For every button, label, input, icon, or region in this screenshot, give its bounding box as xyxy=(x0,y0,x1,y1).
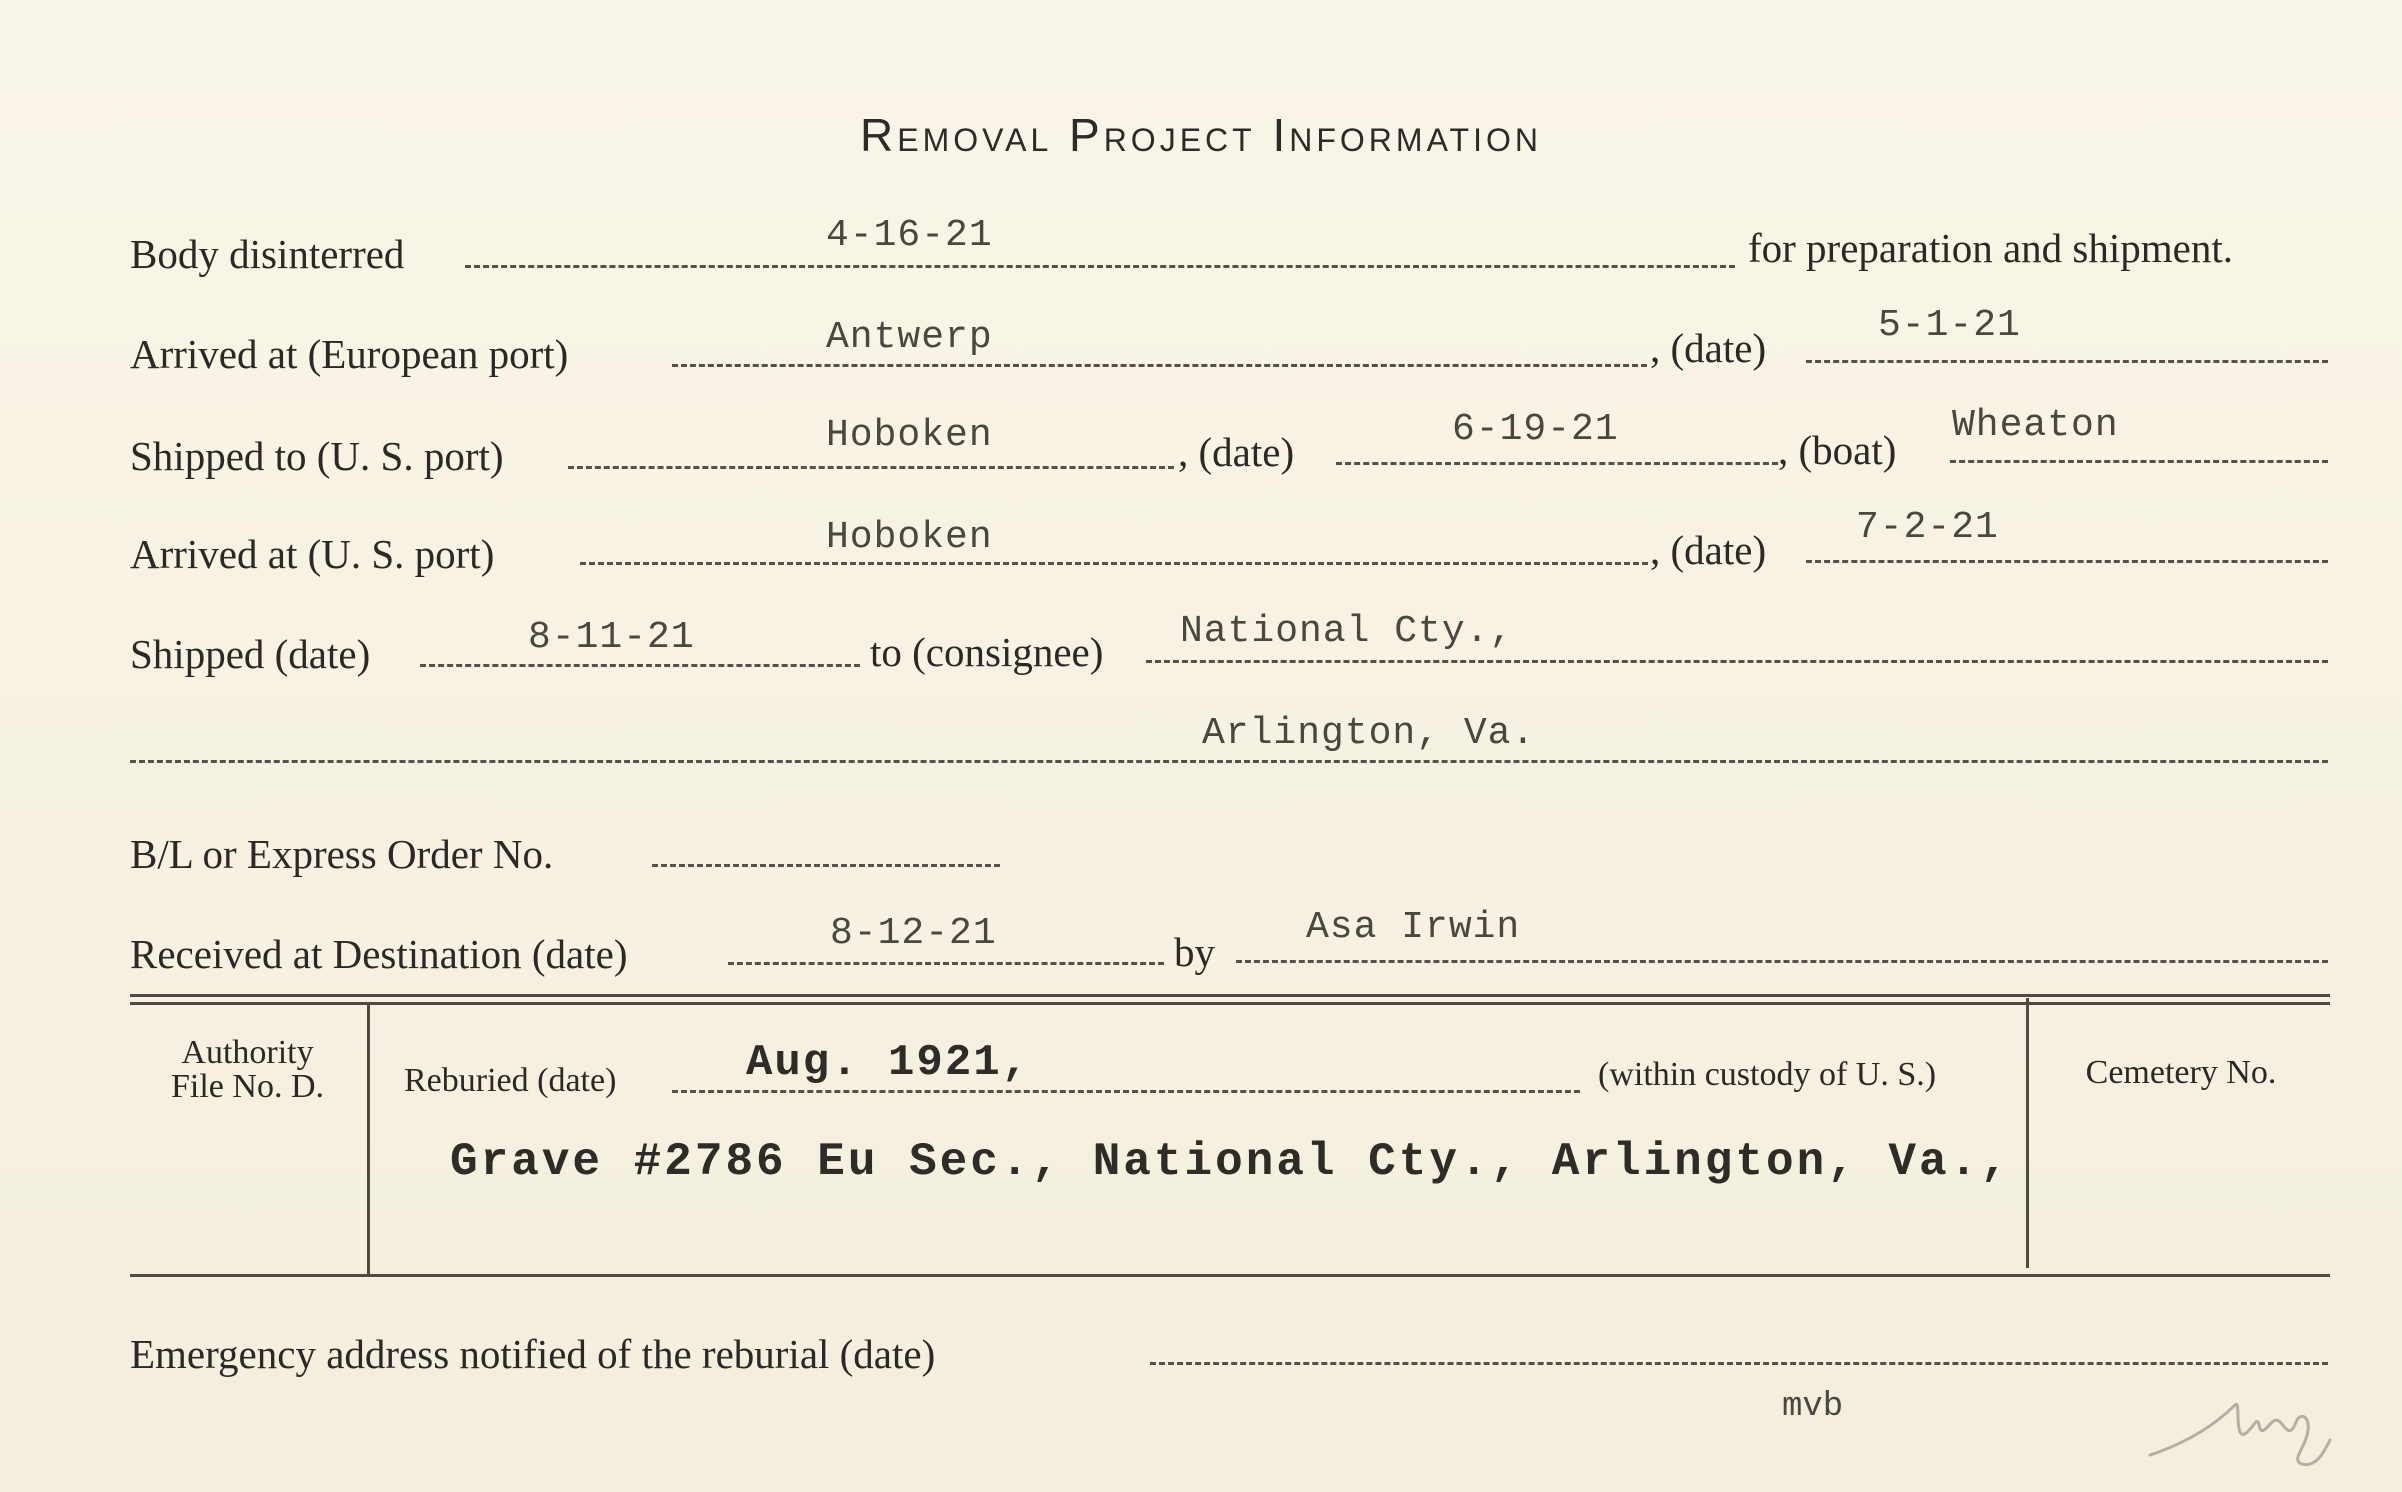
shipped-us-date: 6-19-21 xyxy=(1452,408,1619,451)
pencil-signature xyxy=(2140,1360,2360,1480)
shipped-us-value: Hoboken xyxy=(826,414,993,457)
custody-label: (within custody of U. S.) xyxy=(1598,1056,1937,1093)
received-by-label: by xyxy=(1174,929,1215,975)
arrived-us-date-label: , (date) xyxy=(1650,527,1767,573)
arrived-european-value: Antwerp xyxy=(826,316,993,359)
shipped-date-value: 8-11-21 xyxy=(528,616,695,659)
disinterred-line xyxy=(465,265,1735,268)
shipped-us-boat: Wheaton xyxy=(1952,404,2119,447)
received-label: Received at Destination (date) xyxy=(130,931,628,977)
box-divider-right xyxy=(2026,998,2029,1268)
arrived-european-date: 5-1-21 xyxy=(1878,304,2021,347)
consignee-value: National Cty., xyxy=(1180,610,1514,653)
shipped-us-boat-line xyxy=(1950,460,2328,463)
consignee-line xyxy=(1146,660,2328,663)
typist-initials: mvb xyxy=(1782,1388,1844,1426)
consignee-label: to (consignee) xyxy=(870,629,1104,675)
disinterred-value: 4-16-21 xyxy=(826,214,993,257)
arrived-european-date-label: , (date) xyxy=(1650,325,1767,371)
arrived-us-label: Arrived at (U. S. port) xyxy=(130,531,495,577)
bl-order-line xyxy=(652,864,1000,867)
cemetery-no-label: Cemetery No. xyxy=(2085,1054,2277,1091)
shipped-us-label: Shipped to (U. S. port) xyxy=(130,433,504,479)
reburied-label: Reburied (date) xyxy=(404,1062,617,1099)
grave-location: Grave #2786 Eu Sec., National Cty., Arlington, Va., xyxy=(450,1136,2011,1188)
shipped-us-line xyxy=(568,466,1174,469)
arrived-us-date: 7-2-21 xyxy=(1856,506,1999,549)
box-divider-left xyxy=(367,1004,370,1276)
reburied-line xyxy=(672,1090,1580,1093)
consignee-value-2: Arlington, Va. xyxy=(1202,712,1536,755)
received-line xyxy=(728,962,1164,965)
arrived-european-line xyxy=(672,364,1647,367)
authority-label xyxy=(140,1036,355,1104)
shipped-us-boat-label: , (boat) xyxy=(1778,427,1897,473)
arrived-us-line xyxy=(580,562,1648,565)
shipped-date-label: Shipped (date) xyxy=(130,631,371,677)
bl-order-label: B/L or Express Order No. xyxy=(130,831,554,877)
box-top-rule-2 xyxy=(130,1002,2330,1005)
consignee-line-2 xyxy=(130,760,2328,763)
received-by-line xyxy=(1236,960,2328,963)
arrived-european-label: Arrived at (European port) xyxy=(130,331,569,377)
received-value: 8-12-21 xyxy=(830,912,997,955)
reburied-date: Aug. 1921, xyxy=(746,1038,1031,1088)
received-by-value: Asa Irwin xyxy=(1306,906,1521,949)
shipped-us-date-line xyxy=(1336,462,1778,465)
box-bottom-rule xyxy=(130,1274,2330,1277)
shipped-us-date-label: , (date) xyxy=(1178,429,1295,475)
arrived-european-date-line xyxy=(1806,360,2328,363)
authority-label-line-1: Authority xyxy=(181,1034,314,1071)
arrived-us-date-line xyxy=(1806,560,2328,563)
arrived-us-value: Hoboken xyxy=(826,516,993,559)
emergency-label: Emergency address notified of the reburial (date) xyxy=(130,1331,936,1377)
box-top-rule-1 xyxy=(130,994,2330,997)
disinterred-suffix: for preparation and shipment. xyxy=(1748,225,2234,271)
shipped-date-line xyxy=(420,664,860,667)
authority-label-line-2: File No. D. xyxy=(171,1068,324,1105)
card-title: Removal Project Information xyxy=(860,109,1542,161)
disinterred-label: Body disinterred xyxy=(130,231,405,277)
